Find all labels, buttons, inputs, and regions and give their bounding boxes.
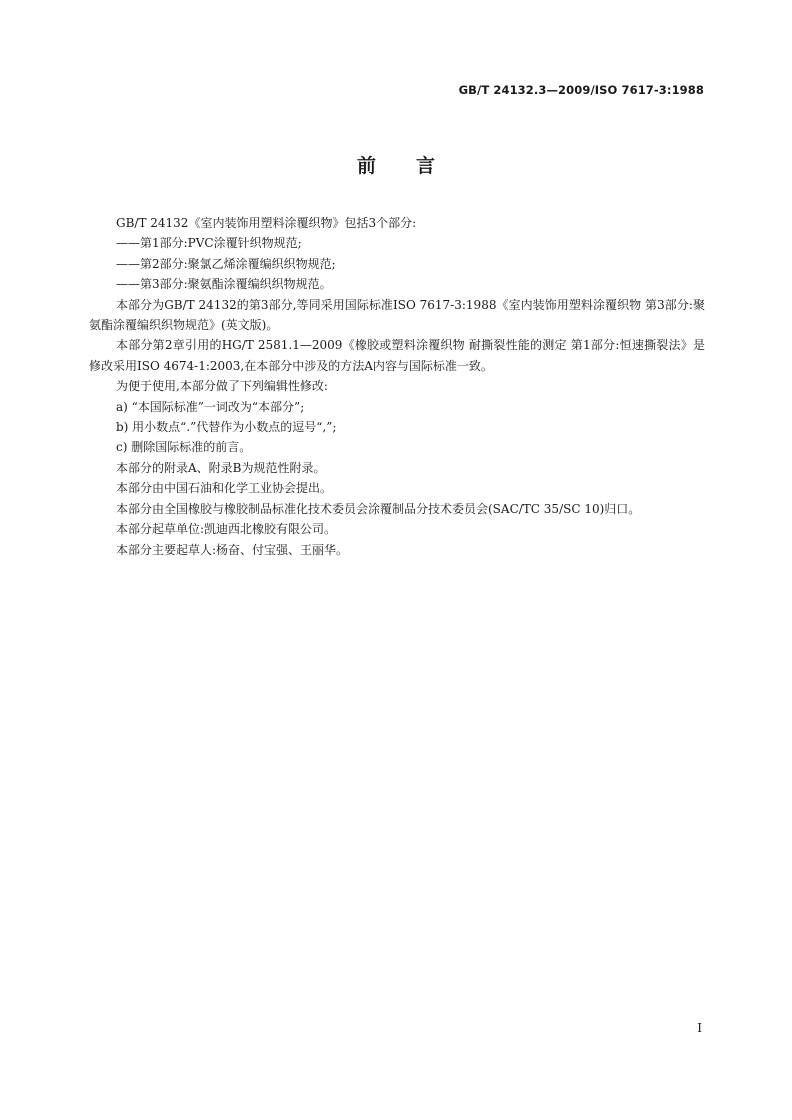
paragraph-committee: 本部分由全国橡胶与橡胶制品标准化技术委员会涂覆制品分技术委员会(SAC/TC 35/SC 10)归口。	[116, 501, 641, 516]
paragraph-part-3: ——第3部分:聚氨酯涂覆编织织物规范。	[116, 277, 332, 292]
paragraph-adoption: 本部分为GB/T 24132的第3部分,等同采用国际标准ISO 7617-3:1988《室内装饰用塑料涂覆织物 第3部分:聚氨酯涂覆编织织物规范》(英文版)。	[89, 297, 705, 333]
page-title: 前言	[356, 155, 475, 177]
foreword-body	[89, 213, 705, 560]
page-number: I	[697, 1021, 702, 1035]
paragraph-edit-c: c) 删除国际标准的前言。	[116, 440, 252, 455]
paragraph-annexes: 本部分的附录A、附录B为规范性附录。	[116, 460, 326, 475]
paragraph-drafters: 本部分主要起草人:杨奋、付宝强、王丽华。	[116, 542, 349, 557]
paragraph-edit-b: b) 用小数点“.”代替作为小数点的逗号“,”;	[116, 420, 337, 435]
paragraph-parts-intro: GB/T 24132《室内装饰用塑料涂覆织物》包括3个部分:	[116, 216, 417, 230]
paragraph-edits-intro: 为便于使用,本部分做了下列编辑性修改:	[116, 379, 328, 394]
paragraph-proposer: 本部分由中国石油和化学工业协会提出。	[116, 481, 333, 496]
paragraph-part-1: ——第1部分:PVC涂覆针织物规范;	[116, 236, 302, 251]
paragraph-reference: 本部分第2章引用的HG/T 2581.1—2009《橡胶或塑料涂覆织物 耐撕裂性能的测定 第1部分:恒速撕裂法》是修改采用ISO 4674-1:2003,在本部分中涉及的方法A内容与国际标准一致。	[89, 338, 705, 373]
paragraph-part-2: ——第2部分:聚氯乙烯涂覆编织织物规范;	[116, 256, 336, 271]
paragraph-drafting-unit: 本部分起草单位:凯迪西北橡胶有限公司。	[116, 522, 337, 537]
paragraph-edit-a: a) “本国际标准”一词改为“本部分”;	[116, 399, 305, 414]
standard-code-header: GB/T 24132.3—2009/ISO 7617-3:1988	[458, 83, 704, 97]
